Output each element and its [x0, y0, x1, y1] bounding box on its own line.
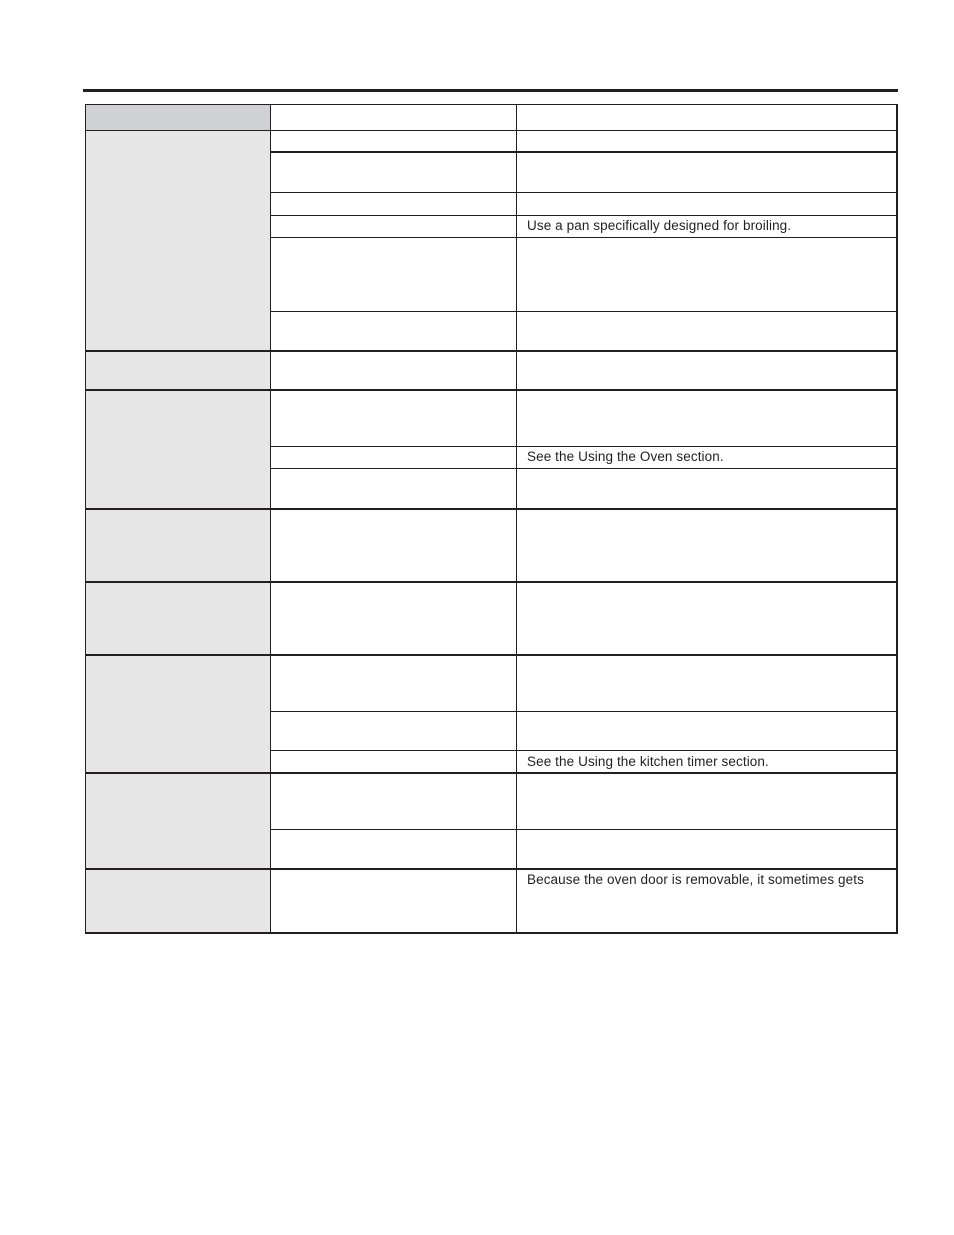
- troubleshooting-table: [85, 104, 898, 934]
- problem-cell-2: [85, 350, 270, 390]
- solution-cell: See the Using the kitchen timer section.: [527, 754, 769, 769]
- table-border-right: [896, 104, 898, 934]
- solution-cell: [516, 508, 896, 582]
- solution-cell: [516, 655, 896, 711]
- group-divider: [85, 654, 898, 656]
- row-divider: [85, 130, 898, 131]
- table-border-left: [85, 104, 86, 934]
- solution-cell: [516, 152, 896, 192]
- group-divider: [85, 389, 898, 391]
- solution-cell: [516, 468, 896, 508]
- row-divider: [270, 711, 898, 712]
- group-divider: [85, 868, 898, 870]
- solution-cell: [516, 237, 896, 311]
- problem-cell-3: [85, 390, 270, 508]
- problem-cell-1: [85, 130, 270, 350]
- problem-cell-5: [85, 582, 270, 655]
- row-divider: [270, 237, 898, 238]
- solution-cell: [516, 582, 896, 655]
- row-divider: [270, 750, 898, 751]
- solution-cell: [516, 192, 896, 215]
- row-divider: [270, 829, 898, 830]
- group-divider: [85, 772, 898, 774]
- row-divider: [270, 151, 898, 153]
- solution-cell: Because the oven door is removable, it sometimes gets: [527, 872, 864, 887]
- problem-cell-7: [85, 773, 270, 869]
- table-border-top: [85, 104, 898, 105]
- solution-cell: [516, 390, 896, 446]
- group-divider: [85, 581, 898, 583]
- problem-cell-6: [85, 655, 270, 773]
- solution-cell: [516, 130, 896, 152]
- row-divider: [270, 192, 898, 193]
- problem-cell-4: [85, 508, 270, 582]
- solution-cell: [516, 829, 896, 869]
- column-divider: [516, 104, 517, 934]
- solution-cell: Use a pan specifically designed for broiling.: [527, 218, 792, 233]
- header-problem-cell: [85, 104, 270, 130]
- solution-cell: [516, 711, 896, 751]
- group-divider: [85, 508, 898, 510]
- solution-cell: [516, 350, 896, 390]
- row-divider: [270, 311, 898, 312]
- column-divider: [270, 104, 271, 934]
- solution-cell: See the Using the Oven section.: [527, 449, 724, 464]
- table-border-bottom: [85, 932, 898, 934]
- problem-cell-8: [85, 869, 270, 934]
- solution-cell: [516, 311, 896, 350]
- group-divider: [85, 350, 898, 352]
- row-divider: [270, 446, 898, 447]
- row-divider: [270, 215, 898, 216]
- top-rule: [83, 89, 898, 92]
- row-divider: [270, 468, 898, 469]
- solution-cell: [516, 773, 896, 829]
